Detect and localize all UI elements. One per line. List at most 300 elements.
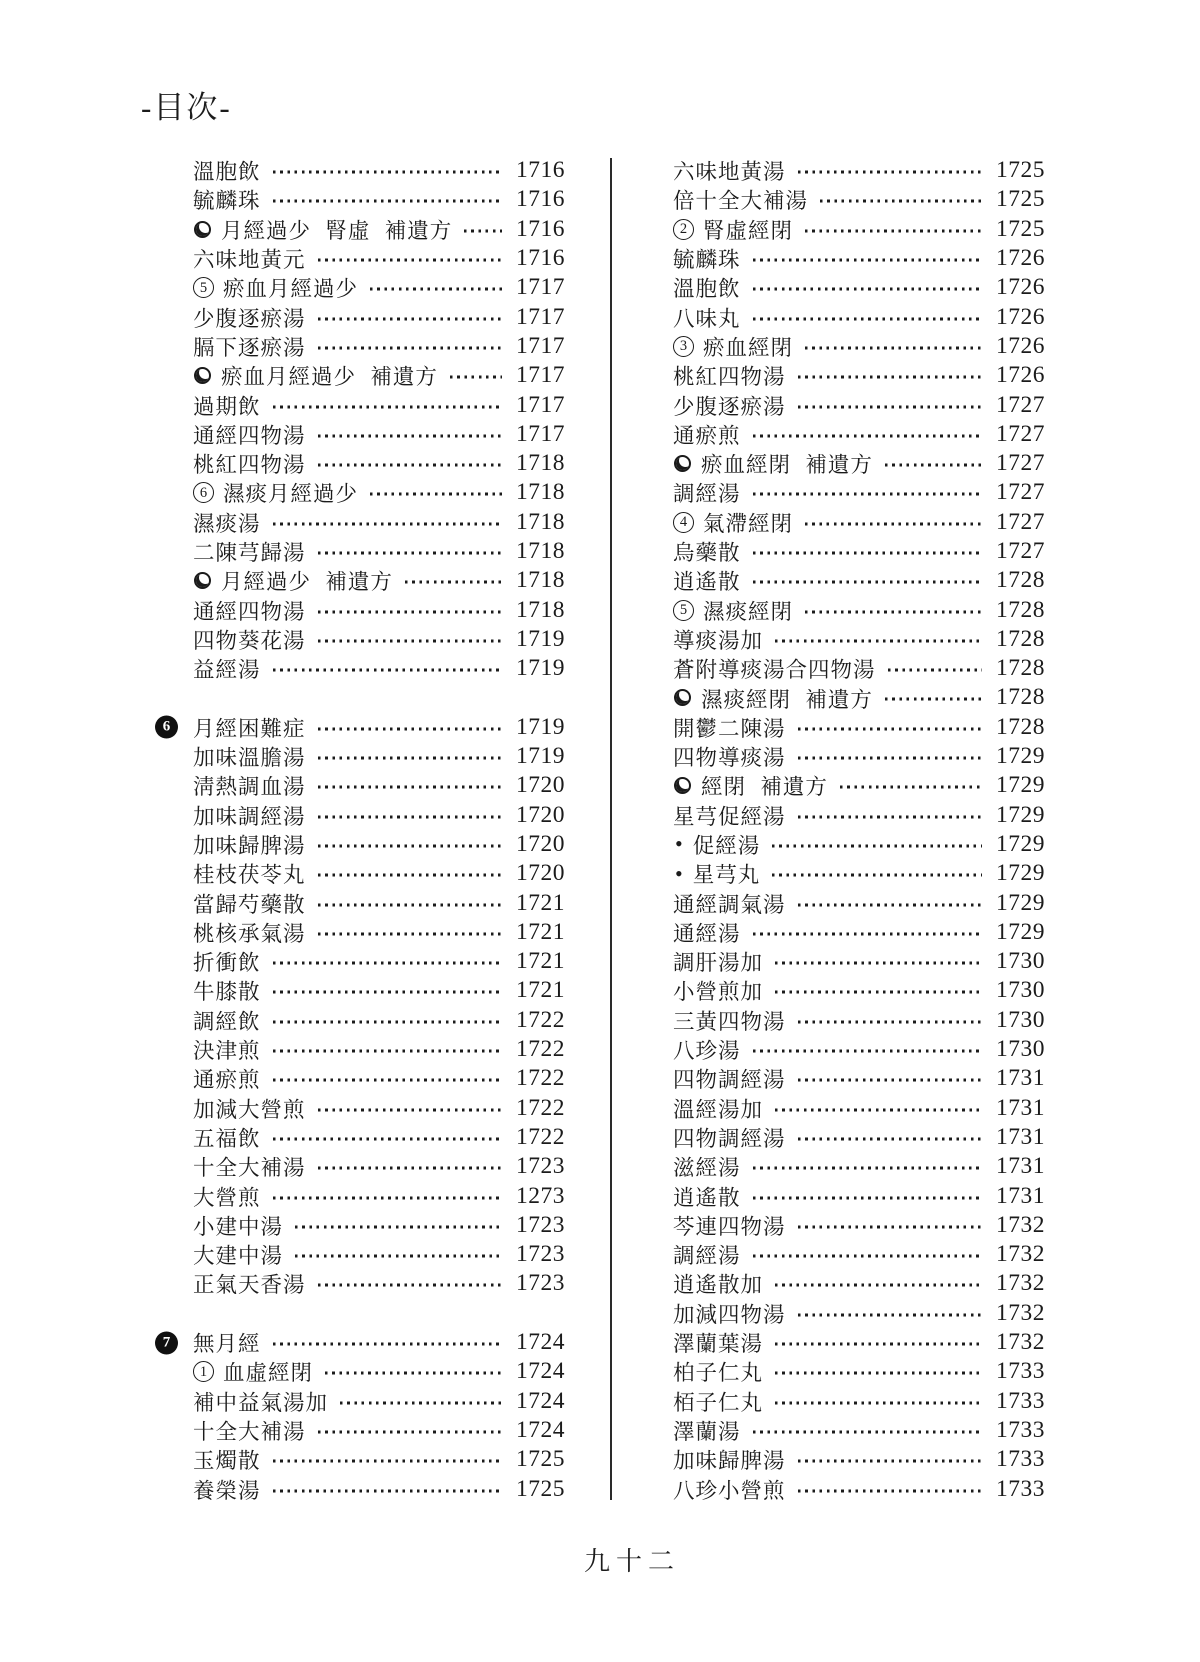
entry-page-number: 1727 (996, 450, 1045, 477)
dot-leader (753, 259, 982, 262)
toc-row (155, 566, 565, 595)
toc-row (155, 478, 565, 507)
toc-row (155, 1328, 565, 1357)
entry-title: 逍遙散 (673, 1185, 741, 1210)
entry-page-number: 1719 (516, 655, 565, 682)
entry-page-number: 1730 (996, 977, 1045, 1004)
entry-page-number: 1727 (996, 479, 1045, 506)
toc-row (155, 449, 565, 478)
entry-page-number: 1728 (996, 655, 1045, 682)
entry-page-number: 1718 (516, 567, 565, 594)
entry-title: 腎虛經閉 (703, 218, 794, 243)
entry-title: 星芎丸 (692, 863, 761, 888)
entry-page-number: 1725 (516, 1475, 565, 1502)
toc-row (155, 888, 565, 917)
entry-title: 調經湯 (673, 482, 741, 507)
toc-row (155, 1386, 565, 1415)
toc-row (155, 302, 565, 331)
toc-row (155, 654, 565, 683)
toc-row (635, 830, 1045, 859)
dot-leader (888, 669, 982, 672)
entry-title: 十全大補湯 (193, 1156, 306, 1181)
dot-leader (273, 1489, 502, 1492)
dot-leader (318, 639, 502, 642)
entry-title: 無月經 (193, 1332, 261, 1357)
toc-row (635, 273, 1045, 302)
dot-leader (318, 1284, 502, 1287)
entry-page-number: 1717 (516, 303, 565, 330)
entry-page-number: 1722 (516, 1065, 565, 1092)
entry-page-number: 1717 (516, 274, 565, 301)
entry-page-number: 1717 (516, 362, 565, 389)
entry-page-number: 1732 (996, 1241, 1045, 1268)
entry-title: 蒼附導痰湯合四物湯 (673, 658, 876, 683)
entry-page-number: 1728 (996, 625, 1045, 652)
dot-leader (775, 1108, 982, 1111)
toc-row (155, 801, 565, 830)
dot-leader (318, 552, 502, 555)
entry-page-number: 1724 (516, 1329, 565, 1356)
entry-title: 通經調氣湯 (673, 892, 786, 917)
entry-title: 決津煎 (193, 1039, 261, 1064)
dot-leader (318, 786, 502, 789)
entry-page-number: 1723 (516, 1270, 565, 1297)
entry-title: 六味地黃湯 (673, 160, 786, 185)
entry-title: 淸熱調血湯 (193, 775, 306, 800)
toc-row (155, 830, 565, 859)
entry-title: 過期飲 (193, 394, 261, 419)
entry-page-number: 1724 (516, 1358, 565, 1385)
dot-leader (753, 1196, 982, 1199)
toc-row (635, 420, 1045, 449)
entry-title: 栢子仁丸 (673, 1390, 764, 1415)
toc-row (635, 332, 1045, 361)
dot-leader (753, 552, 982, 555)
entry-page-number: 1722 (516, 1123, 565, 1150)
toc-row (155, 156, 565, 185)
entry-title: 加味歸脾湯 (193, 833, 306, 858)
entry-title: 大營煎 (193, 1185, 261, 1210)
dot-leader (464, 229, 502, 232)
entry-title: 通經四物湯 (193, 423, 306, 448)
entry-title: 大建中湯 (193, 1244, 284, 1269)
dot-leader (798, 1489, 982, 1492)
dot-leader (798, 903, 982, 906)
entry-page-number: 1729 (996, 772, 1045, 799)
toc-row (155, 508, 565, 537)
page-number: 九十二 (583, 1547, 680, 1576)
dot-leader (805, 610, 982, 613)
entry-page-number: 1727 (996, 538, 1045, 564)
dot-leader (798, 171, 982, 174)
toc-row (635, 244, 1045, 273)
entry-title: 導痰湯加 (673, 628, 764, 653)
dot-leader (450, 376, 502, 379)
toc-row (155, 1181, 565, 1210)
dot-leader (273, 171, 502, 174)
toc-row (635, 918, 1045, 947)
dot-leader (775, 962, 982, 965)
entry-title: 瘀血月經過少 補遺方 (221, 365, 438, 390)
dot-leader (370, 288, 502, 291)
entry-title: 芩連四物湯 (673, 1214, 786, 1239)
entry-title: 玉燭散 (193, 1449, 261, 1474)
toc-row (155, 713, 565, 742)
toc-row (635, 1416, 1045, 1445)
entry-title: 瘀血經閉 補遺方 (701, 453, 873, 478)
entry-page-number: 1719 (516, 625, 565, 652)
entry-title: 逍遙散加 (673, 1273, 764, 1298)
entry-title: 三黃四物湯 (673, 1009, 786, 1034)
dot-leader (340, 1401, 502, 1404)
toc-row (155, 185, 565, 214)
dot-leader (318, 815, 502, 818)
circled-number-icon: 3 (673, 336, 694, 357)
ring-marker-icon (674, 689, 691, 706)
toc-row (155, 1269, 565, 1298)
dot-leader (273, 1460, 502, 1463)
toc-row (635, 449, 1045, 478)
dot-leader (318, 434, 502, 437)
entry-page-number: 1732 (996, 1329, 1045, 1356)
circled-number-icon: 1 (193, 1361, 214, 1382)
dot-leader (405, 581, 502, 584)
toc-row (155, 420, 565, 449)
toc-row (155, 1445, 565, 1474)
toc-row (155, 1357, 565, 1386)
dot-leader (318, 844, 502, 847)
column-divider (610, 158, 612, 1500)
toc-row (635, 1357, 1045, 1386)
entry-title: 血虛經閉 (223, 1361, 314, 1386)
entry-title: 加減大營煎 (193, 1097, 306, 1122)
entry-title: 毓麟珠 (673, 248, 741, 273)
dot-leader (772, 874, 982, 877)
entry-page-number: 1726 (996, 274, 1045, 301)
ring-marker-icon (194, 221, 211, 238)
entry-page-number: 1724 (516, 1416, 565, 1443)
entry-page-number: 1716 (516, 245, 565, 272)
dot-leader (318, 317, 502, 320)
dot-leader (798, 727, 982, 730)
toc-row (635, 625, 1045, 654)
entry-title: 膈下逐瘀湯 (193, 335, 306, 360)
entry-page-number: 1728 (996, 596, 1045, 623)
dot-leader (840, 786, 982, 789)
dot-leader (798, 757, 982, 760)
entry-title: 八珍小營煎 (673, 1478, 786, 1503)
entry-page-number: 1730 (996, 1006, 1045, 1033)
toc-row (155, 215, 565, 244)
entry-title: 通經湯 (673, 921, 741, 946)
entry-page-number: 1725 (996, 215, 1045, 242)
circled-number-icon: 4 (673, 512, 694, 533)
toc-row (635, 1035, 1045, 1064)
dot-leader (318, 1430, 502, 1433)
dot-leader (753, 317, 982, 320)
entry-page-number: 1725 (516, 1446, 565, 1473)
dot-leader (318, 903, 502, 906)
toc-row (635, 1328, 1045, 1357)
entry-page-number: 1718 (516, 538, 565, 564)
toc-column-left (155, 156, 565, 1504)
toc-row (635, 361, 1045, 390)
toc-row (155, 332, 565, 361)
entry-page-number: 1732 (996, 1270, 1045, 1297)
toc-row (635, 156, 1045, 185)
entry-page-number: 1273 (516, 1182, 565, 1209)
entry-page-number: 1718 (516, 450, 565, 477)
entry-title: 澤蘭湯 (673, 1419, 741, 1444)
entry-page-number: 1721 (516, 948, 565, 975)
dot-leader (273, 1050, 502, 1053)
dot-leader (805, 229, 982, 232)
toc-row (635, 1211, 1045, 1240)
toc-row (155, 947, 565, 976)
toc-row (155, 771, 565, 800)
entry-page-number: 1716 (516, 157, 565, 184)
entry-title: 四物調經湯 (673, 1068, 786, 1093)
section-number-icon: 6 (155, 716, 178, 739)
dot-leader (805, 346, 982, 349)
entry-page-number: 1720 (516, 801, 565, 828)
entry-title: 四物葵花湯 (193, 628, 306, 653)
entry-page-number: 1721 (516, 918, 565, 945)
toc-row (635, 771, 1045, 800)
dot-leader (798, 1020, 982, 1023)
entry-page-number: 1719 (516, 713, 565, 740)
toc-column-right (635, 156, 1045, 1504)
toc-row (635, 508, 1045, 537)
entry-title: 溫胞飲 (673, 277, 741, 302)
entry-title: 逍遙散 (673, 570, 741, 595)
entry-page-number: 1733 (996, 1358, 1045, 1385)
toc-row (635, 859, 1045, 888)
entry-page-number: 1722 (516, 1006, 565, 1033)
entry-title: 調經湯 (673, 1244, 741, 1269)
dot-leader (753, 493, 982, 496)
entry-title: 正氣天香湯 (193, 1273, 306, 1298)
toc-row (635, 1152, 1045, 1181)
dot-leader (273, 1343, 502, 1346)
dot-leader (318, 1167, 502, 1170)
circled-number-icon: 6 (193, 482, 214, 503)
dot-leader (798, 1137, 982, 1140)
toc-row (155, 625, 565, 654)
toc-row (635, 1094, 1045, 1123)
entry-page-number: 1718 (516, 596, 565, 623)
dot-leader (798, 1079, 982, 1082)
toc-row (635, 947, 1045, 976)
entry-page-number: 1725 (996, 186, 1045, 213)
toc-row (155, 918, 565, 947)
entry-page-number: 1723 (516, 1211, 565, 1238)
toc-row (155, 1123, 565, 1152)
entry-title: 濕痰經閉 補遺方 (701, 687, 873, 712)
toc-row (635, 215, 1045, 244)
toc-row (155, 1416, 565, 1445)
dot-leader (775, 1343, 982, 1346)
entry-title: 桂枝茯苓丸 (193, 863, 306, 888)
entry-title: 八珍湯 (673, 1039, 741, 1064)
dot-leader (273, 1020, 502, 1023)
circled-number-icon: 5 (673, 600, 694, 621)
dot-leader (753, 288, 982, 291)
entry-page-number: 1720 (516, 830, 565, 857)
dot-leader (798, 376, 982, 379)
toc-row (155, 595, 565, 624)
entry-title: 少腹逐瘀湯 (673, 394, 786, 419)
toc-row (635, 185, 1045, 214)
dot-leader (318, 932, 502, 935)
entry-title: 調肝湯加 (673, 951, 764, 976)
dot-leader (273, 200, 502, 203)
entry-page-number: 1720 (516, 772, 565, 799)
dot-leader (318, 874, 502, 877)
entry-page-number: 1728 (996, 567, 1045, 594)
toc-row (155, 244, 565, 273)
entry-page-number: 1718 (516, 508, 565, 535)
entry-title: 二陳芎歸湯 (193, 541, 306, 566)
toc-row (155, 976, 565, 1005)
entry-page-number: 1726 (996, 303, 1045, 330)
entry-page-number: 1731 (996, 1153, 1045, 1180)
entry-title: 通瘀煎 (673, 423, 741, 448)
entry-page-number: 1727 (996, 508, 1045, 535)
entry-title: 月經過少 腎虛 補遺方 (221, 218, 453, 243)
toc-row (635, 683, 1045, 712)
toc-row (155, 361, 565, 390)
entry-page-number: 1729 (996, 860, 1045, 887)
entry-title: 濕痰經閉 (703, 599, 794, 624)
dot-leader (885, 464, 982, 467)
entry-title: 星芎促經湯 (673, 804, 786, 829)
toc-row (635, 713, 1045, 742)
entry-page-number: 1728 (996, 713, 1045, 740)
dot-leader (325, 1372, 502, 1375)
entry-page-number: 1731 (996, 1123, 1045, 1150)
dot-leader (753, 932, 982, 935)
entry-page-number: 1733 (996, 1416, 1045, 1443)
entry-page-number: 1733 (996, 1387, 1045, 1414)
bullet-icon: • (675, 831, 683, 857)
entry-title: 五福飲 (193, 1126, 261, 1151)
entry-title: 澤蘭葉湯 (673, 1332, 764, 1357)
section-number-icon: 7 (155, 1331, 178, 1354)
entry-page-number: 1731 (996, 1182, 1045, 1209)
dot-leader (798, 1460, 982, 1463)
entry-page-number: 1732 (996, 1299, 1045, 1326)
dot-leader (753, 1430, 982, 1433)
dot-leader (775, 1401, 982, 1404)
entry-title: 倍十全大補湯 (673, 189, 809, 214)
entry-title: 折衝飲 (193, 951, 261, 976)
dot-leader (273, 1079, 502, 1082)
toc-row (155, 1064, 565, 1093)
dot-leader (318, 727, 502, 730)
entry-title: 小建中湯 (193, 1214, 284, 1239)
dot-leader (753, 1255, 982, 1258)
entry-title: 月經困難症 (193, 716, 306, 741)
entry-title: 八味丸 (673, 306, 741, 331)
entry-page-number: 1723 (516, 1241, 565, 1268)
toc-row (635, 1299, 1045, 1328)
entry-title: 調經飲 (193, 1009, 261, 1034)
toc-row (155, 1035, 565, 1064)
entry-title: 烏藥散 (673, 541, 741, 566)
dot-leader (318, 346, 502, 349)
entry-page-number: 1733 (996, 1446, 1045, 1473)
entry-page-number: 1723 (516, 1153, 565, 1180)
toc-row (155, 742, 565, 771)
toc-row (635, 1123, 1045, 1152)
entry-page-number: 1730 (996, 948, 1045, 975)
entry-title: 加味歸脾湯 (673, 1449, 786, 1474)
entry-page-number: 1716 (516, 215, 565, 242)
toc-row (635, 1445, 1045, 1474)
dot-leader (775, 1284, 982, 1287)
toc-row (635, 742, 1045, 771)
entry-title: 補中益氣湯加 (193, 1390, 329, 1415)
dot-leader (318, 464, 502, 467)
entry-page-number: 1729 (996, 918, 1045, 945)
dot-leader (318, 610, 502, 613)
entry-title: 小營煎加 (673, 980, 764, 1005)
entry-title: 桃紅四物湯 (673, 365, 786, 390)
toc-row (635, 302, 1045, 331)
entry-title: 瘀血月經過少 (223, 277, 359, 302)
toc-row (635, 654, 1045, 683)
dot-leader (273, 991, 502, 994)
dot-leader (775, 639, 982, 642)
dot-leader (798, 1225, 982, 1228)
entry-title: 加味溫膽湯 (193, 746, 306, 771)
dot-leader (273, 669, 502, 672)
entry-page-number: 1726 (996, 245, 1045, 272)
toc-row (635, 478, 1045, 507)
entry-title: 開鬱二陳湯 (673, 716, 786, 741)
entry-page-number: 1729 (996, 801, 1045, 828)
entry-page-number: 1729 (996, 743, 1045, 770)
dot-leader (885, 698, 982, 701)
entry-page-number: 1716 (516, 186, 565, 213)
dot-leader (820, 200, 982, 203)
toc-row (155, 537, 565, 566)
dot-leader (775, 991, 982, 994)
dot-leader (273, 405, 502, 408)
entry-title: 溫經湯加 (673, 1097, 764, 1122)
entry-title: 經閉 補遺方 (701, 775, 828, 800)
entry-page-number: 1732 (996, 1211, 1045, 1238)
ring-marker-icon (194, 367, 211, 384)
toc-row (155, 1211, 565, 1240)
toc-row (635, 1064, 1045, 1093)
dot-leader (753, 434, 982, 437)
ring-marker-icon (194, 572, 211, 589)
toc-row (155, 1006, 565, 1035)
toc-row (155, 1094, 565, 1123)
dot-leader (318, 1108, 502, 1111)
entry-title: 通瘀煎 (193, 1068, 261, 1093)
dot-leader (295, 1225, 502, 1228)
dot-leader (772, 844, 982, 847)
entry-page-number: 1726 (996, 332, 1045, 359)
toc-row (635, 1240, 1045, 1269)
entry-page-number: 1722 (516, 1036, 565, 1063)
dot-leader (753, 581, 982, 584)
toc-row (635, 1269, 1045, 1298)
entry-title: 溫胞飲 (193, 160, 261, 185)
